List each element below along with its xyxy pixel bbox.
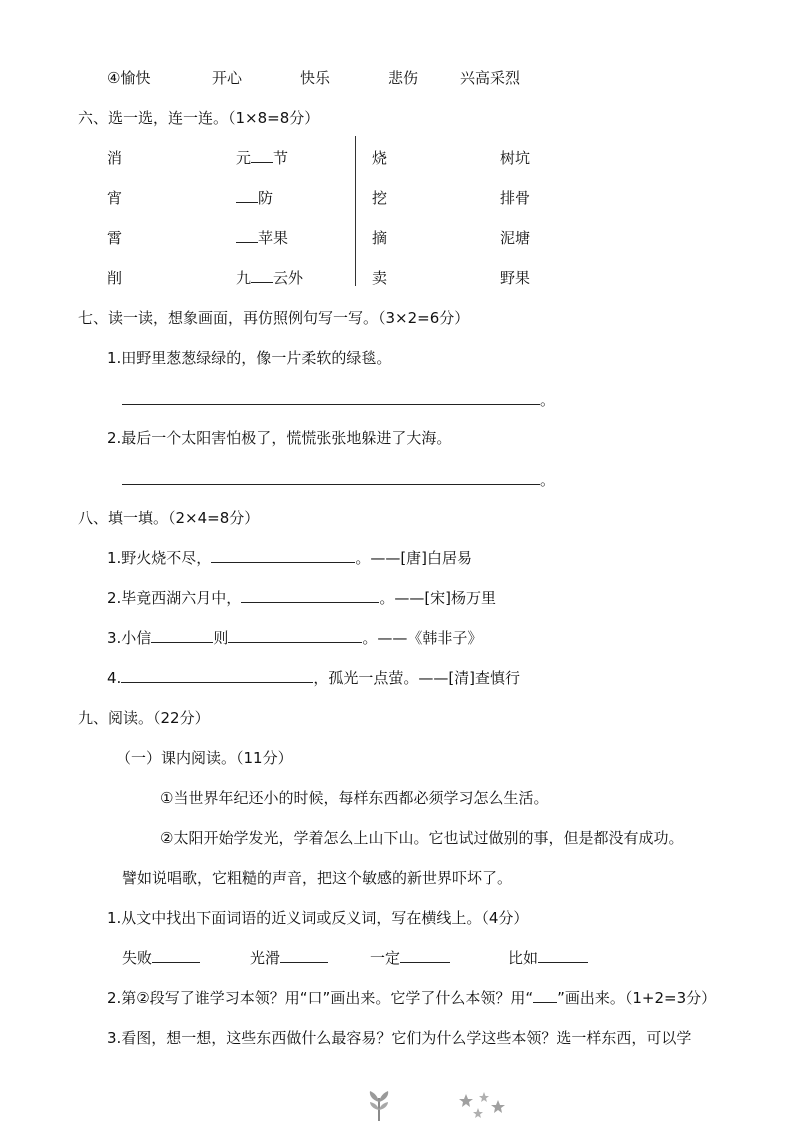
option-4: 悲伤 [388,69,419,87]
q6-divider [355,136,356,286]
q8-line-2: 2.毕竟西湖六月中， 。——[宋]杨万里 [107,589,497,607]
q6-char-4: 削 [107,269,123,287]
q8-line-4: 4. ，孤光一点萤。——[清]查慎行 [107,669,521,687]
option-1: ④愉快 [107,69,151,87]
q6-char-2: 宵 [107,189,123,207]
q9-question-1: 1.从文中找出下面词语的近义词或反义词，写在横线上。（4分） [107,909,529,927]
q6-noun-1: 树坑 [500,149,531,167]
q6-noun-3: 泥塘 [500,229,531,247]
q6-word-2: 防 [236,188,273,208]
q9-question-3: 3.看图，想一想，这些东西做什么最容易？它们为什么学这些本领？选一样东西，可以学 [107,1029,692,1047]
q9-word-3: 一定 [370,948,450,968]
q8-line-3: 3.小信 则 。——《韩非子》 [107,629,483,647]
q7-sentence-1: 1.田野里葱葱绿绿的，像一片柔软的绿毯。 [107,349,392,367]
q9-subheading: （一）课内阅读。（11分） [116,749,293,767]
q6-verb-4: 卖 [372,269,388,287]
q9-word-2: 光滑 [250,948,328,968]
q9-box-mark: 口 [307,989,323,1007]
q7-period-2: 。 [540,471,556,489]
q6-noun-4: 野果 [500,269,531,287]
option-2: 开心 [212,69,243,87]
q9-word-1: 失败 [122,948,200,968]
q6-verb-2: 挖 [372,189,388,207]
stars-icon [458,1090,508,1120]
q7-period-1: 。 [540,391,556,409]
plant-icon [362,1088,396,1122]
q8-heading: 八、填一填。（2×4=8分） [78,509,260,527]
q9-word-4: 比如 [508,948,588,968]
q6-char-1: 消 [107,149,123,167]
q6-word-3: 苹果 [236,228,288,248]
q9-paragraph-3: 譬如说唱歌，它粗糙的声音，把这个敏感的新世界吓坏了。 [122,869,513,887]
q9-heading: 九、阅读。（22分） [78,709,210,727]
q7-answer-line-2[interactable] [122,484,540,485]
option-3: 快乐 [300,69,331,87]
q6-noun-2: 排骨 [500,189,531,207]
q7-sentence-2: 2.最后一个太阳害怕极了，慌慌张张地躲进了大海。 [107,429,452,447]
q7-answer-line-1[interactable] [122,404,540,405]
q6-heading: 六、选一选，连一连。（1×8=8分） [78,109,320,127]
q8-line-1: 1.野火烧不尽， 。——[唐]白居易 [107,549,473,567]
q6-char-3: 霄 [107,229,123,247]
q9-paragraph-2: ②太阳开始学发光，学着怎么上山下山。它也试过做别的事，但是都没有成功。 [160,829,684,847]
option-5: 兴高采烈 [460,69,521,87]
q6-word-1: 元 节 [236,149,289,167]
q6-verb-1: 烧 [372,149,388,167]
q6-verb-3: 摘 [372,229,388,247]
q9-question-2: 2.第②段写了谁学习本领？用“口”画出来。它学了什么本领？用“ ”画出来。（1+2=3分） [107,989,717,1007]
q7-heading: 七、读一读，想象画面，再仿照例句写一写。（3×2=6分） [78,309,470,327]
q9-paragraph-1: ①当世界年纪还小的时候，每样东西都必须学习怎么生活。 [160,789,549,807]
q6-word-4: 九 云外 [236,269,304,287]
